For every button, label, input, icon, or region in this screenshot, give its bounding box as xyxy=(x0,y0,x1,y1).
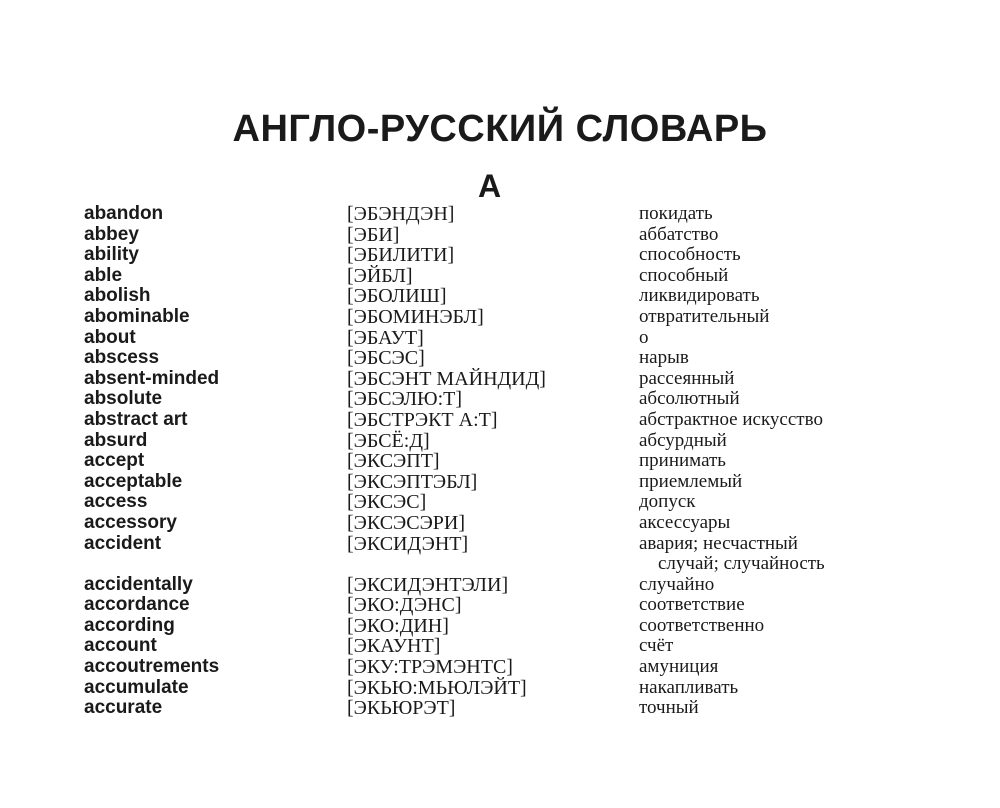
pronunciation: [ЭКЬЮРЭТ] xyxy=(347,697,456,720)
pronunciation: [ЭКСИДЭНТЭЛИ] xyxy=(347,573,509,596)
dictionary-entry xyxy=(0,328,1000,349)
translation: принимать xyxy=(639,450,726,472)
translation: способный xyxy=(639,264,729,286)
pronunciation: [ЭКО:ДИН] xyxy=(347,614,449,637)
pronunciation: [ЭБАУТ] xyxy=(347,326,424,349)
translation: о xyxy=(639,326,649,348)
dictionary-entry xyxy=(0,534,1000,575)
pronunciation: [ЭКСЭСЭРИ] xyxy=(347,511,466,534)
translation: ликвидировать xyxy=(639,285,760,307)
translation: отвратительный xyxy=(639,305,770,327)
page-title: АНГЛО-РУССКИЙ СЛОВАРЬ xyxy=(232,108,768,150)
dictionary-entry xyxy=(0,266,1000,287)
pronunciation: [ЭБЭНДЭН] xyxy=(347,203,455,225)
headword: accordance xyxy=(84,594,190,616)
translation: аббатство xyxy=(639,223,719,245)
translation: аксессуары xyxy=(639,511,731,533)
dictionary-entry xyxy=(0,513,1000,534)
pronunciation: [ЭЙБЛ] xyxy=(347,264,413,287)
dictionary-entry xyxy=(0,575,1000,596)
headword: absurd xyxy=(84,429,148,451)
dictionary-entry xyxy=(0,616,1000,637)
headword: accoutrements xyxy=(84,656,220,678)
pronunciation: [ЭБИ] xyxy=(347,223,400,246)
dictionary-entry xyxy=(0,307,1000,328)
translation: приемлемый xyxy=(639,470,743,492)
dictionary-entry xyxy=(0,245,1000,266)
headword: abandon xyxy=(84,203,164,224)
translation: случайно xyxy=(639,573,715,595)
translation: способность xyxy=(639,244,741,266)
pronunciation: [ЭКСЭС] xyxy=(347,491,427,514)
headword: abolish xyxy=(84,285,151,307)
translation: нарыв xyxy=(639,347,689,369)
dictionary-entry xyxy=(0,472,1000,493)
pronunciation: [ЭКЬЮ:МЬЮЛЭЙТ] xyxy=(347,676,527,699)
dictionary-entry xyxy=(0,595,1000,616)
dictionary-entry xyxy=(0,410,1000,431)
headword: absent-minded xyxy=(84,367,220,389)
dictionary-entry xyxy=(0,225,1000,246)
headword: accept xyxy=(84,450,145,472)
dictionary-entry xyxy=(0,657,1000,678)
headword: abominable xyxy=(84,305,190,327)
dictionary-entry xyxy=(0,389,1000,410)
dictionary-entry xyxy=(0,369,1000,390)
pronunciation: [ЭБИЛИТИ] xyxy=(347,244,455,267)
dictionary-entry xyxy=(0,698,1000,719)
section-letter: A xyxy=(478,168,502,204)
translation: покидать xyxy=(639,203,713,224)
dictionary-entry xyxy=(0,678,1000,699)
dictionary-entry xyxy=(0,451,1000,472)
dictionary-entry xyxy=(0,204,1000,225)
translation: точный xyxy=(639,697,699,719)
dictionary-entry xyxy=(0,348,1000,369)
headword: account xyxy=(84,635,157,657)
dictionary-entry xyxy=(0,431,1000,452)
headword: accidentally xyxy=(84,573,193,595)
headword: according xyxy=(84,614,175,636)
headword: able xyxy=(84,264,123,286)
headword: abscess xyxy=(84,347,160,369)
pronunciation: [ЭБСЭЛЮ:Т] xyxy=(347,388,463,411)
pronunciation: [ЭКАУНТ] xyxy=(347,635,441,658)
headword: acceptable xyxy=(84,470,183,492)
pronunciation: [ЭКО:ДЭНС] xyxy=(347,594,462,617)
translation: соответствие xyxy=(639,594,745,616)
headword: accumulate xyxy=(84,676,189,698)
translation: абсолютный xyxy=(639,388,740,410)
headword: accessory xyxy=(84,511,177,533)
translation: авария; несчастный xyxy=(639,532,798,554)
pronunciation: [ЭБСЁ:Д] xyxy=(347,429,430,452)
dictionary-entry-list xyxy=(0,204,1000,719)
pronunciation: [ЭКСЭПТ] xyxy=(347,450,440,473)
translation: накапливать xyxy=(639,676,739,698)
translation: амуниция xyxy=(639,656,719,678)
translation: соответственно xyxy=(639,614,765,636)
translation: счёт xyxy=(639,635,674,657)
pronunciation: [ЭБСЭНТ МАЙНДИД] xyxy=(347,367,546,390)
translation-continuation: случай; случайность xyxy=(658,553,825,575)
pronunciation: [ЭКУ:ТРЭМЭНТС] xyxy=(347,656,513,679)
dictionary-entry xyxy=(0,492,1000,513)
headword: abbey xyxy=(84,223,139,245)
translation: абстрактное искусство xyxy=(639,408,823,430)
pronunciation: [ЭБСЭС] xyxy=(347,347,425,370)
translation: абсурдный xyxy=(639,429,727,451)
pronunciation: [ЭКСИДЭНТ] xyxy=(347,532,469,555)
translation: рассеянный xyxy=(639,367,735,389)
pronunciation: [ЭКСЭПТЭБЛ] xyxy=(347,470,478,493)
translation: допуск xyxy=(639,491,696,513)
dictionary-entry xyxy=(0,636,1000,657)
headword: ability xyxy=(84,244,139,266)
headword: accurate xyxy=(84,697,163,719)
headword: absolute xyxy=(84,388,163,410)
headword: access xyxy=(84,491,148,513)
pronunciation: [ЭБОМИНЭБЛ] xyxy=(347,305,484,328)
dictionary-entry xyxy=(0,286,1000,307)
headword: abstract art xyxy=(84,408,188,430)
pronunciation: [ЭБОЛИШ] xyxy=(347,285,447,308)
headword: about xyxy=(84,326,136,348)
headword: accident xyxy=(84,532,162,554)
pronunciation: [ЭБСТРЭКТ А:Т] xyxy=(347,408,498,431)
